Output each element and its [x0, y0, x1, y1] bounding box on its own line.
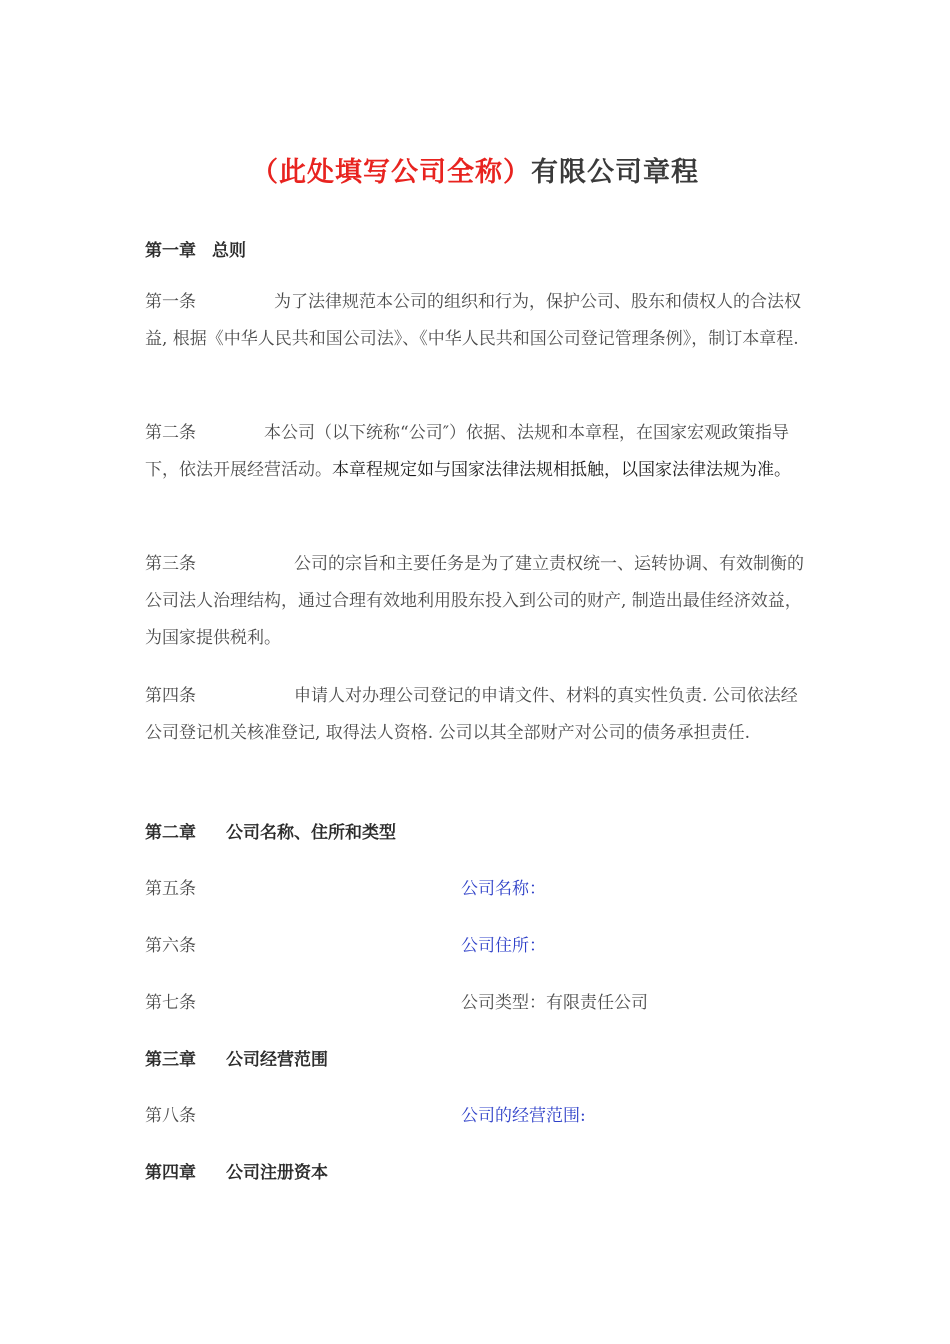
article-text-emphasis: 本章程规定如与国家法律法规相抵触，以国家法律法规为准。 — [332, 460, 791, 480]
article-number: 第八条 — [145, 1106, 196, 1126]
chapter-number: 第二章 — [145, 823, 196, 843]
company-name-field[interactable]: 公司名称： — [461, 879, 546, 899]
chapter-heading — [145, 236, 246, 261]
document-title — [0, 150, 950, 189]
article-number: 第五条 — [145, 879, 196, 899]
article-number: 第三条 — [145, 554, 196, 574]
article-text: 为了法律规范本公司的组织和行为，保护公司、股东和债权人的合法权益, 根据《中华人民共和国公司法》、《中华人民共和国公司登记管理条例》，制订本章程. — [145, 292, 801, 349]
article-text: 公司的宗旨和主要任务是为了建立责权统一、运转协调、有效制衡的公司法人治理结构，通过合理有效地利用股东投入到公司的财产, 制造出最佳经济效益，为国家提供税利。 — [145, 554, 804, 648]
chapter-title: 总则 — [212, 241, 246, 261]
article-number: 第一条 — [145, 292, 196, 312]
company-address-field[interactable]: 公司住所： — [461, 936, 546, 956]
article — [145, 415, 810, 489]
article-number: 第七条 — [145, 993, 196, 1013]
chapter-number: 第四章 — [145, 1163, 196, 1183]
article-number: 第六条 — [145, 936, 196, 956]
business-scope-field[interactable]: 公司的经营范围: — [461, 1106, 586, 1126]
chapter-number: 第三章 — [145, 1050, 196, 1070]
chapter-heading — [145, 1045, 328, 1070]
chapter-title: 公司经营范围 — [226, 1050, 328, 1070]
company-type-text: 公司类型：有限责任公司 — [461, 993, 648, 1013]
article-number: 第二条 — [145, 423, 196, 443]
chapter-number: 第一章 — [145, 241, 196, 261]
article-row — [145, 931, 810, 956]
chapter-heading — [145, 1158, 328, 1183]
article-row — [145, 1101, 810, 1126]
chapter-heading — [145, 818, 396, 843]
article — [145, 284, 810, 358]
article — [145, 546, 810, 657]
chapter-title: 公司名称、住所和类型 — [226, 823, 396, 843]
article-number: 第四条 — [145, 686, 196, 706]
chapter-title: 公司注册资本 — [226, 1163, 328, 1183]
article-row — [145, 988, 810, 1013]
article-text: 本公司（以下统称“公司″）依据、法规和本章程，在国家宏观政策指导下，依法开展经营活动。 — [145, 423, 790, 480]
article — [145, 678, 810, 752]
article-text: 申请人对办理公司登记的申请文件、材料的真实性负责. 公司依法经公司登记机关核准登记, 取得法人资格. 公司以其全部财产对公司的债务承担责任. — [145, 686, 798, 743]
company-name-placeholder[interactable]: （此处填写公司全称） — [251, 157, 531, 188]
title-suffix: 有限公司章程 — [531, 157, 699, 188]
article-row — [145, 874, 810, 899]
